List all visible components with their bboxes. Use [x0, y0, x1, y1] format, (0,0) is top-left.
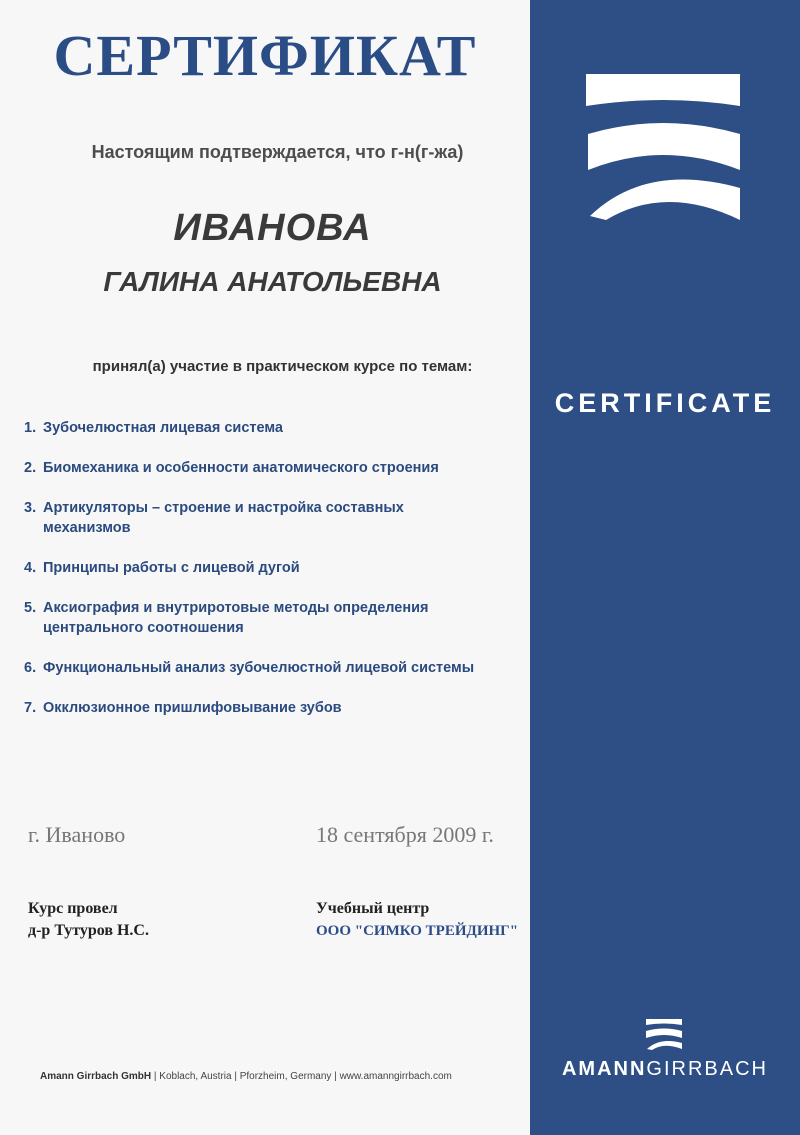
topic-text: Функциональный анализ зубочелюстной лицевой системы	[43, 660, 475, 676]
topic-text: Принципы работы с лицевой дугой	[43, 560, 300, 576]
training-center-label: Учебный центр	[316, 900, 430, 917]
confirmation-text: Настоящим подтверждается, что г-н(г-жа)	[91, 142, 464, 162]
topic-text: Зубочелюстная лицевая система	[43, 420, 283, 436]
topic-number: 3.	[24, 500, 37, 516]
brand-wordmark	[530, 1058, 800, 1081]
arches-small-logo-icon	[646, 1018, 682, 1050]
course-lead-name: д-р Тутуров Н.С.	[28, 922, 149, 939]
topic-item	[24, 498, 464, 538]
footer-address	[40, 1071, 452, 1082]
topic-item	[24, 458, 529, 478]
certificate-title: СЕРТИФИКАТ	[53, 23, 477, 88]
course-intro: принял(а) участие в практическом курсе по темам:	[92, 358, 473, 375]
topic-item	[24, 418, 529, 438]
footer-company: Amann Girrbach GmbH	[40, 1071, 152, 1082]
topic-text: Аксиография и внутриротовые методы определения центрального соотношения	[43, 600, 429, 636]
topic-number: 2.	[24, 460, 37, 476]
recipient-given-names: ГАЛИНА АНАТОЛЬЕВНА	[103, 266, 442, 297]
course-lead-block	[28, 898, 149, 942]
topic-item	[24, 698, 529, 718]
training-center-name: ООО "СИМКО ТРЕЙДИНГ"	[316, 923, 519, 939]
training-center-block	[316, 898, 518, 942]
topic-number: 6.	[24, 660, 37, 676]
topic-text: Окклюзионное пришлифовывание зубов	[43, 700, 342, 716]
topic-item	[24, 598, 494, 638]
recipient-surname: ИВАНОВА	[173, 207, 372, 249]
certificate-city: г. Иваново	[28, 822, 126, 847]
brand-bold: AMANN	[561, 1058, 647, 1080]
topic-item	[24, 658, 529, 678]
course-lead-label: Курс провел	[28, 900, 118, 917]
topic-number: 5.	[24, 600, 37, 616]
topic-number: 1.	[24, 420, 37, 436]
brand-light: GIRRBACH	[646, 1058, 768, 1080]
topic-number: 7.	[24, 700, 37, 716]
certificate-date: 18 сентября 2009 г.	[316, 822, 494, 847]
arches-logo-icon	[586, 70, 742, 222]
topic-text: Биомеханика и особенности анатомического строения	[43, 460, 439, 476]
footer-locations: | Koblach, Austria | Pforzheim, Germany | www.amanngirrbach.com	[151, 1071, 452, 1082]
certificate-english-label: CERTIFICATE	[554, 388, 776, 418]
topic-item	[24, 558, 529, 578]
topic-text: Артикуляторы – строение и настройка составных механизмов	[43, 500, 404, 536]
topic-number: 4.	[24, 560, 37, 576]
